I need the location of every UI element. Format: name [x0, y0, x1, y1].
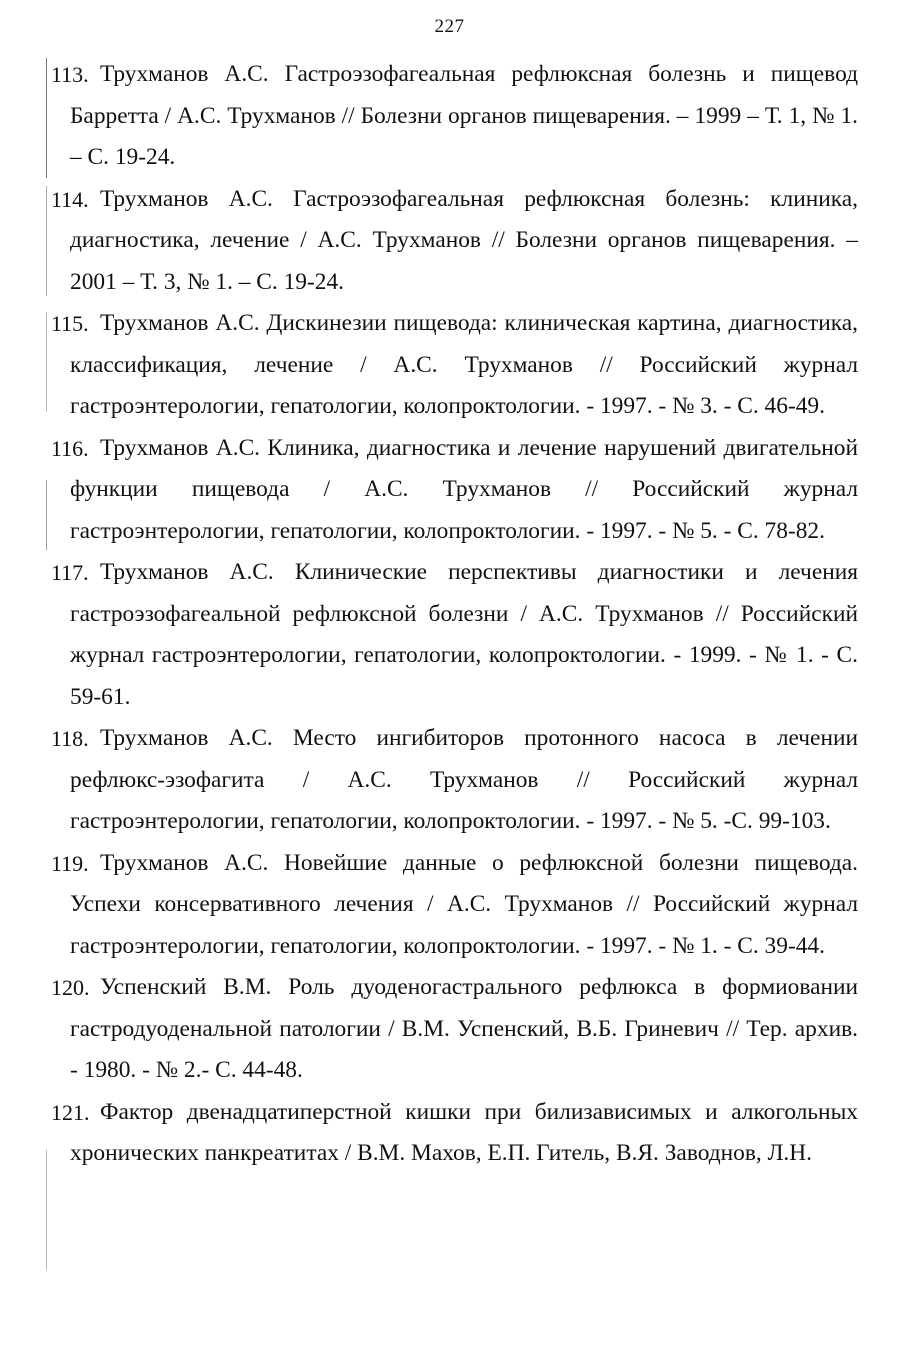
reference-item [51, 54, 858, 179]
reference-list [51, 54, 858, 1175]
margin-scan-line [46, 480, 47, 550]
margin-scan-line [46, 58, 47, 178]
reference-number: 119. [51, 850, 89, 876]
reference-number: 115. [51, 311, 89, 336]
reference-number: 121. [51, 1099, 90, 1125]
page-number: 227 [434, 16, 465, 37]
reference-text: Успенский В.М. Роль дуоденогастрального рефлюкса в формиовании гастродуоденальной патологии / В.М. Успенский, В.Б. Гриневич // Тер. архив. - 1980. - № 2.- С. 44-48. [70, 974, 858, 1083]
reference-item [51, 179, 858, 304]
reference-text: Трухманов А.С. Гастроэзофагеальная рефлюксная болезнь: клиника, диагностика, лечение / А.С. Трухманов // Болезни органов пищеварения. – 2001 – Т. 3, № 1. – С. 19-24. [70, 185, 858, 295]
reference-item [51, 718, 858, 843]
reference-number: 113. [51, 62, 89, 87]
reference-item [51, 552, 858, 718]
reference-text: Трухманов А.С. Дискинезии пищевода: клиническая картина, диагностика, классификация, лечение / А.С. Трухманов // Российский журнал гастроэнтерологии, гепатологии, колопроктологии. - 1997. - № 3. - С. 46-49. [70, 310, 858, 419]
reference-item [51, 303, 858, 428]
reference-item [51, 843, 858, 968]
reference-text: Трухманов А.С. Клинические перспективы диагностики и лечения гастроэзофагеальной рефлюксной болезни / А.С. Трухманов // Российский журнал гастроэнтерологии, гепатологии, колопроктологии. - 1999. - № 1. - С. 59-61. [70, 559, 858, 710]
reference-item [51, 1092, 858, 1175]
reference-text: Трухманов А.С. Новейшие данные о рефлюксной болезни пищевода. Успехи консервативного лечения / А.С. Трухманов // Российский журнал гастроэнтерологии, гепатологии, колопроктологии. - 1997. - № 1. - С. 39-44. [70, 849, 858, 959]
reference-number: 118. [51, 726, 89, 751]
reference-number: 116. [51, 435, 89, 461]
margin-scan-line [46, 1150, 47, 1270]
reference-number: 117. [51, 560, 89, 585]
reference-text: Трухманов А.С. Место ингибиторов протонного насоса в лечении рефлюкс-эзофагита / А.С. Трухманов // Российский журнал гастроэнтерологии, гепатологии, колопроктологии. - 1997. - № 5. -С. 99-103. [70, 725, 858, 834]
reference-text: Трухманов А.С. Гастроэзофагеальная рефлюксная болезнь и пищевод Барретта / А.С. Трухманов // Болезни органов пищеварения. – 1999 – Т. 1, № 1. – С. 19-24. [70, 61, 858, 170]
reference-number: 120. [51, 975, 90, 1000]
reference-text: Фактор двенадцатиперстной кишки при билизависимых и алкогольных хронических панкреатитах / В.М. Махов, Е.П. Гитель, В.Я. Заводнов, Л.Н. [70, 1098, 858, 1166]
reference-text: Трухманов А.С. Клиника, диагностика и лечение нарушений двигательной функции пищевода / А.С. Трухманов // Российский журнал гастроэнтерологии, гепатологии, колопроктологии. - 1997. - № 5. - С. 78-82. [70, 434, 858, 544]
margin-scan-line [46, 312, 47, 412]
margin-scan-line [46, 186, 47, 296]
reference-item [51, 967, 858, 1092]
reference-number: 114. [51, 186, 89, 212]
reference-item [51, 428, 858, 553]
